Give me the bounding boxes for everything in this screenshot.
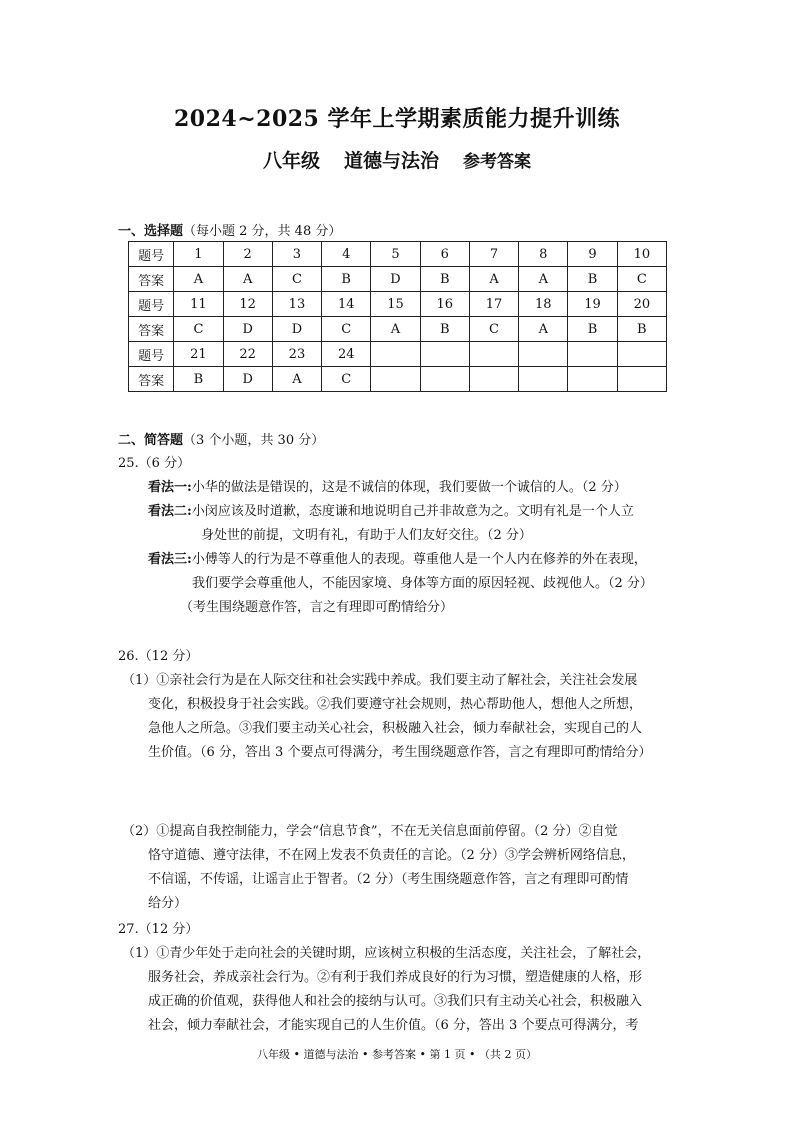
table-cell: C xyxy=(617,267,666,292)
row-label: 答案 xyxy=(129,267,174,292)
table-cell xyxy=(420,367,469,392)
page-subtitle xyxy=(0,146,794,173)
table-cell: 6 xyxy=(420,242,469,267)
table-row xyxy=(129,267,667,292)
table-row xyxy=(129,342,667,367)
table-cell: 2 xyxy=(223,242,272,267)
table-cell xyxy=(519,367,568,392)
table-cell: 10 xyxy=(617,242,666,267)
q26-part2: （2）①提高自我控制能力，学会“信息节食”，不在无关信息面前停留。（2 分）②自觉 恪守道德、遵守法律，不在网上发表不负责任的言论。（2 分）③学会辨析网络信息， 不信谣，不传谣，让谣言止于智者。（2 分）（考生围绕题意作答，言之有理即可酌情 给分） xyxy=(122,824,635,911)
row-label: 题号 xyxy=(129,342,174,367)
table-cell: A xyxy=(519,267,568,292)
doc-type-label: 参考答案 xyxy=(463,152,532,172)
q25-header: 25.（6 分） xyxy=(118,456,191,471)
answer-table xyxy=(128,241,667,392)
q25-view1: 看法一:小华的做法是错误的，这是不诚信的体现，我们要做一个诚信的人。（2 分） xyxy=(148,480,627,495)
table-cell: 19 xyxy=(568,292,617,317)
table-cell: D xyxy=(371,267,420,292)
table-cell: 13 xyxy=(272,292,321,317)
table-cell: 20 xyxy=(617,292,666,317)
q26-part1: （1）①亲社会行为是在人际交往和社会实践中养成。我们要主动了解社会，关注社会发展 变化，积极投身于社会实践。②我们要遵守社会规则，热心帮助他人，想他人之所想， 急他人之所急。③我们要主动关心社会，积极融入社会，倾力奉献社会，实现自己的人 生价值。（6 分，答出 3 个要点可得满分，考生围绕题意作答，言之有理即可酌情给分） xyxy=(122,673,652,760)
table-cell: D xyxy=(272,317,321,342)
table-cell: B xyxy=(568,267,617,292)
section1-heading: 一、选择题（每小题 2 分，共 48 分） xyxy=(118,224,342,239)
table-row xyxy=(129,367,667,392)
table-cell: B xyxy=(420,267,469,292)
table-cell: C xyxy=(272,267,321,292)
table-row xyxy=(129,317,667,342)
table-cell: 22 xyxy=(223,342,272,367)
table-cell xyxy=(568,367,617,392)
row-label: 题号 xyxy=(129,242,174,267)
page-title: 2024~2025 学年上学期素质能力提升训练 xyxy=(173,106,621,132)
q25-view2: 看法二:小闵应该及时道歉，态度谦和地说明自己并非故意为之。文明有礼是一个人立 身处世的前提，文明有礼，有助于人们友好交往。（2 分） xyxy=(148,504,634,543)
table-cell: 15 xyxy=(371,292,420,317)
table-cell: C xyxy=(469,317,518,342)
table-cell: 14 xyxy=(322,292,371,317)
table-cell: 4 xyxy=(322,242,371,267)
table-cell: D xyxy=(223,317,272,342)
table-cell: 18 xyxy=(519,292,568,317)
table-cell xyxy=(617,367,666,392)
table-cell: 9 xyxy=(568,242,617,267)
table-cell: C xyxy=(174,317,223,342)
table-cell: 7 xyxy=(469,242,518,267)
q27-header: 27.（12 分） xyxy=(118,922,199,937)
subject-label: 道德与法治 xyxy=(344,150,440,172)
table-cell: 16 xyxy=(420,292,469,317)
q25-view3: 看法三:小傅等人的行为是不尊重他人的表现。尊重他人是一个人内在修养的外在表现， 我们要学会尊重他人，不能因家境、身体等方面的原因轻视、歧视他人。（2 分） xyxy=(148,552,653,591)
section2-heading: 二、简答题（3 个小题，共 30 分） xyxy=(118,433,325,448)
table-cell xyxy=(617,342,666,367)
table-cell: A xyxy=(371,317,420,342)
row-label: 答案 xyxy=(129,317,174,342)
table-cell: 11 xyxy=(174,292,223,317)
table-cell: B xyxy=(568,317,617,342)
table-cell xyxy=(568,342,617,367)
row-label: 答案 xyxy=(129,367,174,392)
table-cell: B xyxy=(322,267,371,292)
table-cell: A xyxy=(519,317,568,342)
table-cell: 8 xyxy=(519,242,568,267)
table-row xyxy=(129,292,667,317)
table-cell: 23 xyxy=(272,342,321,367)
page-footer: 八年级 • 道德与法治 • 参考答案 • 第 1 页 • （共 2 页） xyxy=(257,1048,537,1061)
table-cell xyxy=(469,367,518,392)
table-cell: A xyxy=(223,267,272,292)
table-cell: A xyxy=(174,267,223,292)
table-cell: 21 xyxy=(174,342,223,367)
table-cell xyxy=(420,342,469,367)
table-cell: C xyxy=(322,367,371,392)
table-cell: D xyxy=(223,367,272,392)
row-label: 题号 xyxy=(129,292,174,317)
table-cell: B xyxy=(617,317,666,342)
table-cell: C xyxy=(322,317,371,342)
q25-grading-note: （考生围绕题意作答，言之有理即可酌情给分） xyxy=(180,600,454,615)
table-cell xyxy=(469,342,518,367)
table-cell xyxy=(371,367,420,392)
table-cell: 12 xyxy=(223,292,272,317)
table-cell: 5 xyxy=(371,242,420,267)
q27-part1: （1）①青少年处于走向社会的关键时期，应该树立积极的生活态度，关注社会，了解社会， 服务社会，养成亲社会行为。②有利于我们养成良好的行为习惯，塑造健康的人格，形 成正确的价值观，获得他人和社会的接纳与认可。③我们只有主动关心社会，积极融入 社会，倾力奉献社会，才能实现自己的人生价值。（6 分，答出 3 个要点可得满分，考 xyxy=(122,946,651,1033)
table-cell: B xyxy=(420,317,469,342)
table-cell: A xyxy=(469,267,518,292)
table-cell: 1 xyxy=(174,242,223,267)
table-row xyxy=(129,242,667,267)
table-cell: A xyxy=(272,367,321,392)
table-cell xyxy=(519,342,568,367)
table-cell xyxy=(371,342,420,367)
grade-label: 八年级 xyxy=(262,150,320,172)
q26-header: 26.（12 分） xyxy=(118,649,199,664)
table-cell: 17 xyxy=(469,292,518,317)
table-cell: 3 xyxy=(272,242,321,267)
table-cell: B xyxy=(174,367,223,392)
table-cell: 24 xyxy=(322,342,371,367)
